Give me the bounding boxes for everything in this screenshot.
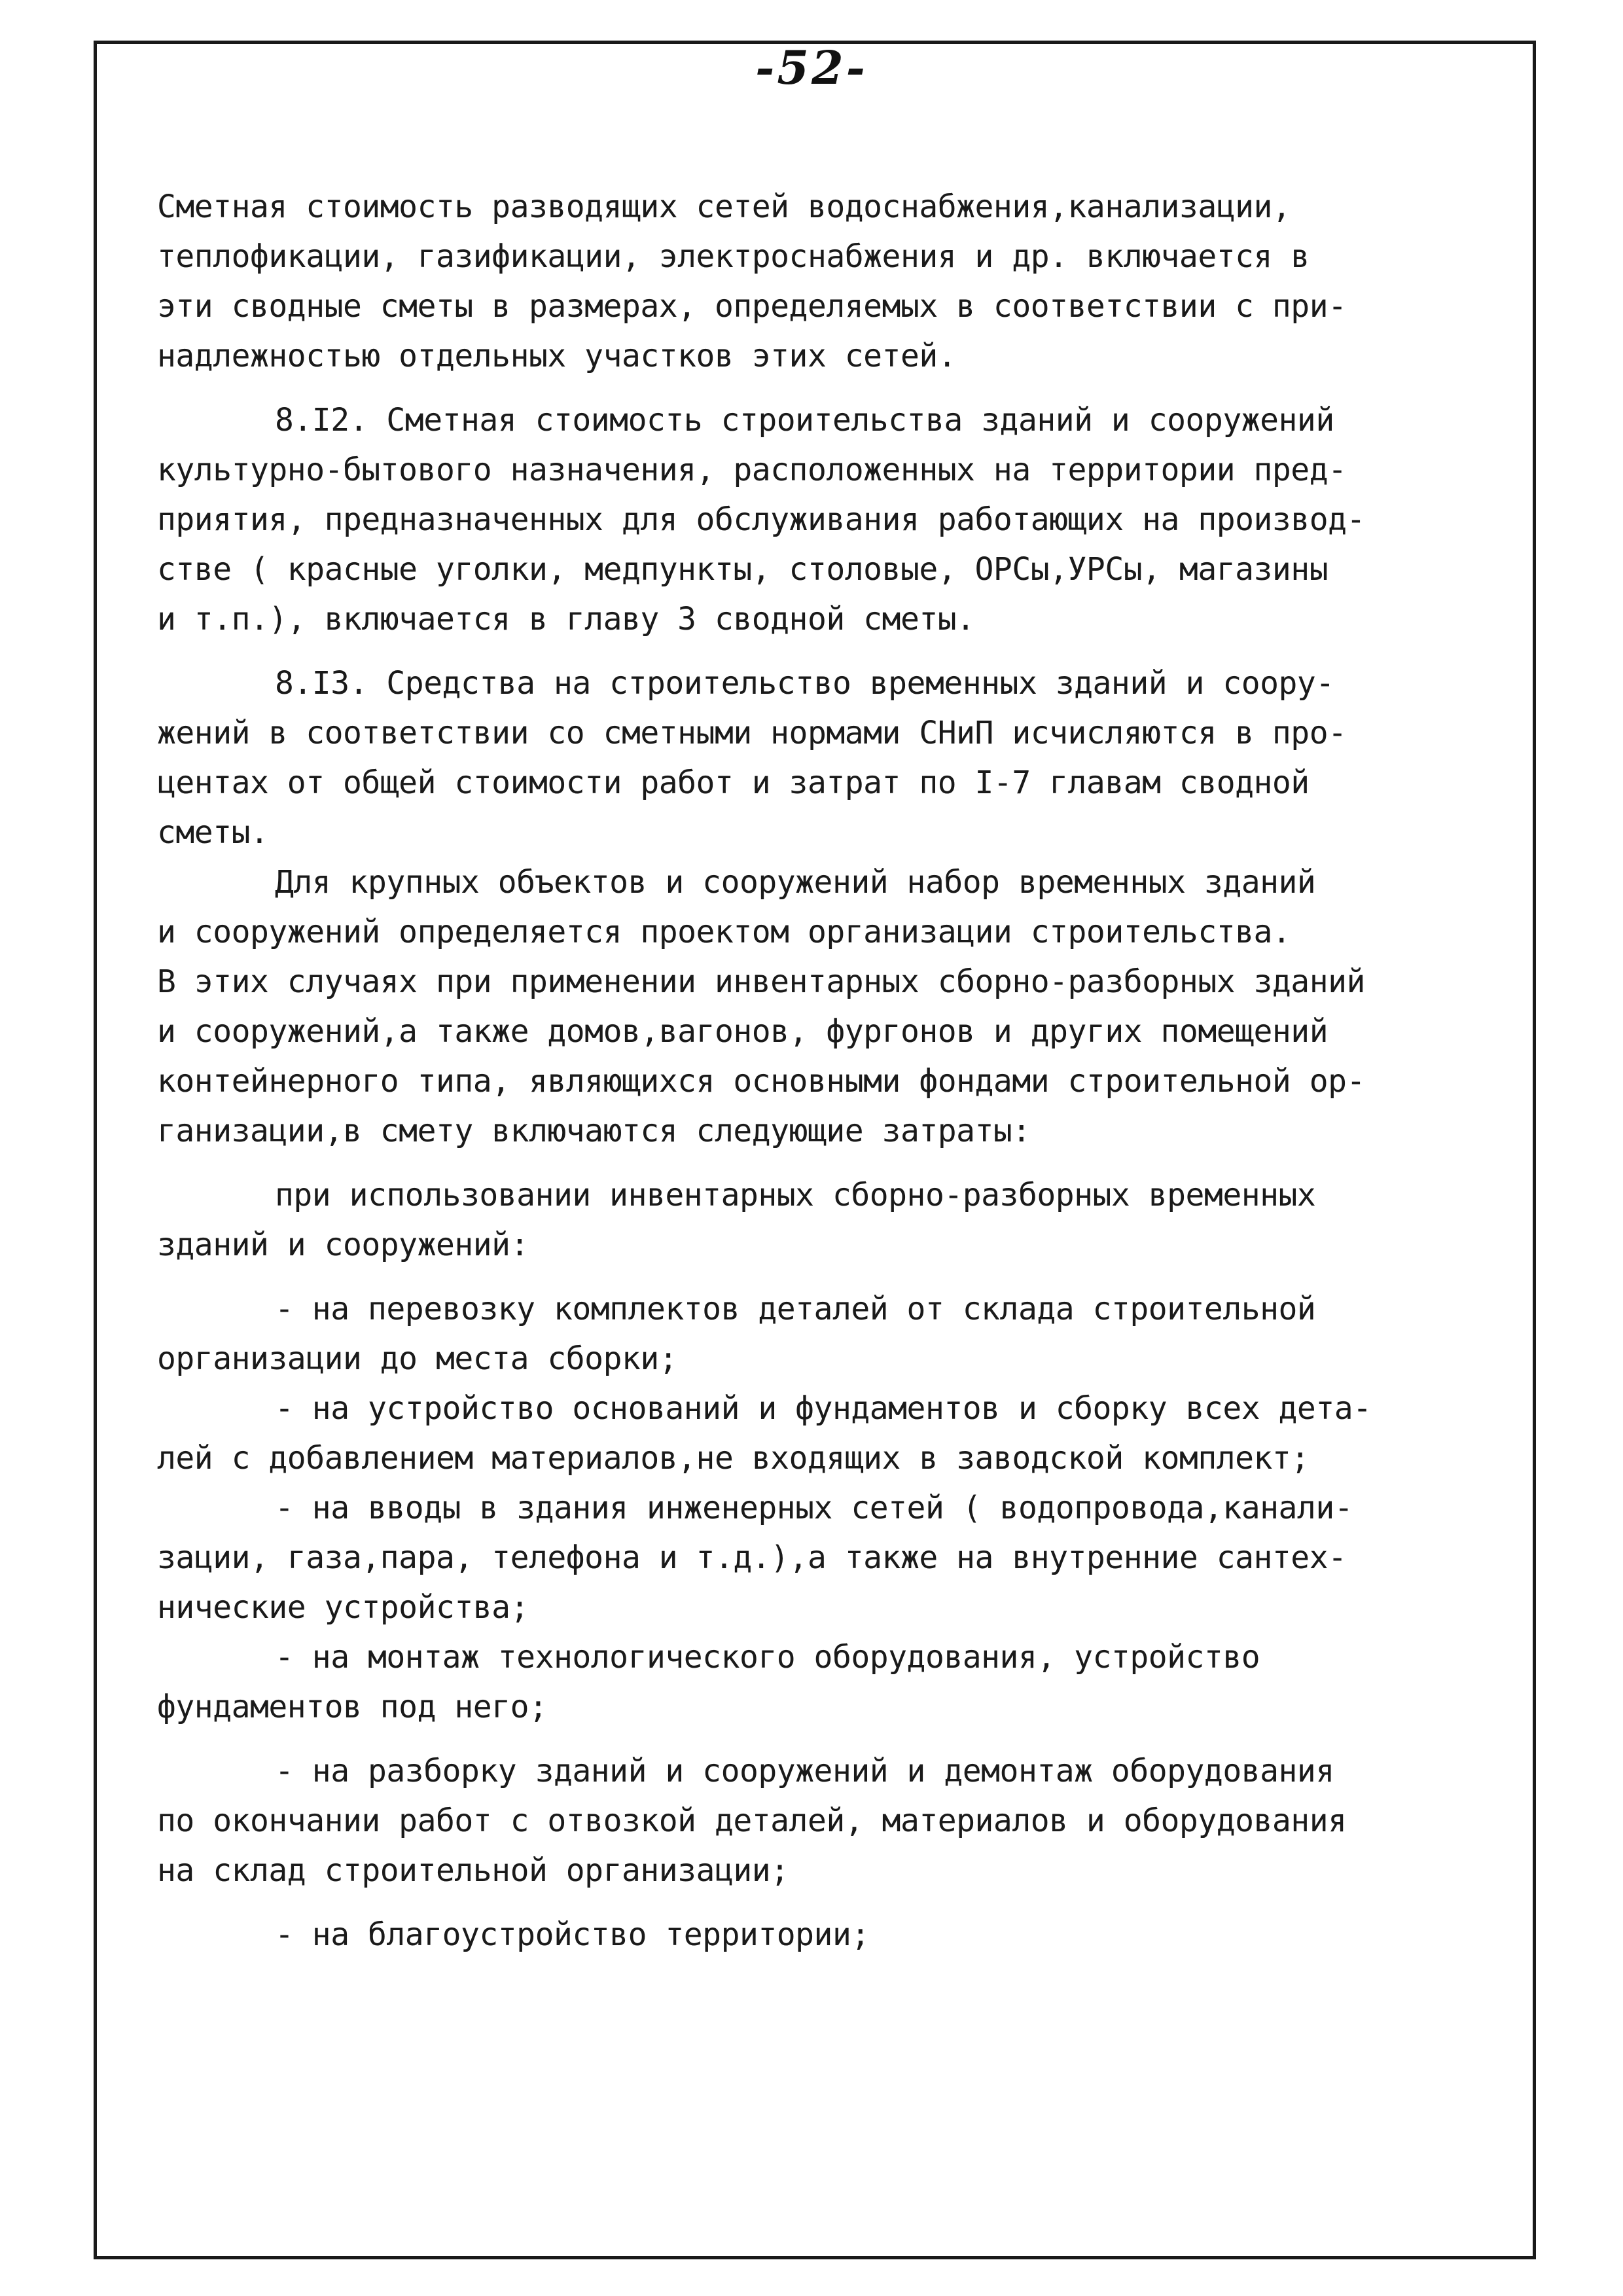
text-line: - на устройство оснований и фундаментов и сборку всех дета- — [275, 1390, 1372, 1427]
list-item-transport — [157, 1284, 1505, 1384]
text-line: эти сводные сметы в размерах, определяемых в соответствии с при- — [157, 288, 1347, 325]
text-line: ганизации,в смету включаются следующие затраты: — [157, 1113, 1031, 1149]
text-line: теплофикации, газификации, электроснабжения и др. включается в — [157, 238, 1310, 275]
text-line: - на разборку зданий и сооружений и демонтаж оборудования — [275, 1753, 1334, 1789]
text-line: 8.I2. Сметная стоимость строительства зданий и сооружений — [275, 402, 1334, 439]
text-line: В этих случаях при применении инвентарных сборно-разборных зданий — [157, 963, 1365, 1000]
text-line: и сооружений определяется проектом организации строительства. — [157, 914, 1291, 950]
text-line: приятия, предназначенных для обслуживания работающих на производ- — [157, 501, 1365, 538]
text-line: контейнерного типа, являющихся основными фондами строительной ор- — [157, 1063, 1365, 1100]
text-line: Сметная стоимость разводящих сетей водоснабжения,канализации, — [157, 188, 1291, 225]
list-item-dismantling — [157, 1746, 1505, 1895]
text-line: при использовании инвентарных сборно-разборных временных — [275, 1177, 1316, 1213]
text-line: Для крупных объектов и сооружений набор временных зданий — [275, 864, 1316, 901]
paragraph-8-12 — [157, 395, 1505, 644]
page-number: -52- — [755, 41, 868, 95]
text-line: - на вводы в здания инженерных сетей ( водопровода,канали- — [275, 1490, 1353, 1526]
text-line: - на монтаж технологического оборудования, устройство — [275, 1639, 1260, 1676]
paragraph-large-objects — [157, 857, 1505, 1156]
text-line: по окончании работ с отвозкой деталей, материалов и оборудования — [157, 1803, 1347, 1839]
text-line: организации до места сборки; — [157, 1340, 678, 1377]
text-line: надлежностью отдельных участков этих сетей. — [157, 338, 957, 374]
text-line: сметы. — [157, 814, 269, 851]
text-line: - на перевозку комплектов деталей от склада строительной — [275, 1291, 1316, 1327]
paragraph-sewer-networks — [157, 182, 1505, 381]
text-line: нические устройства; — [157, 1589, 529, 1626]
text-line: на склад строительной организации; — [157, 1852, 789, 1889]
text-line: жений в соответствии со сметными нормами СНиП исчисляются в про- — [157, 715, 1347, 751]
text-line: зации, газа,пара, телефона и т.д.),а также на внутренние сантех- — [157, 1539, 1347, 1576]
paragraph-inventory-usage — [157, 1170, 1505, 1270]
text-line: культурно-бытового назначения, расположенных на территории пред- — [157, 452, 1347, 488]
list-item-equipment — [157, 1632, 1505, 1732]
text-line: и т.п.), включается в главу 3 сводной сметы. — [157, 601, 975, 637]
text-line: зданий и сооружений: — [157, 1227, 529, 1263]
list-item-foundations — [157, 1384, 1505, 1483]
list-item-utilities — [157, 1483, 1505, 1632]
text-line: фундаментов под него; — [157, 1689, 548, 1725]
text-line: и сооружений,а также домов,вагонов, фургонов и других помещений — [157, 1013, 1329, 1050]
paragraph-8-13 — [157, 658, 1505, 857]
text-line: центах от общей стоимости работ и затрат по I-7 главам сводной — [157, 764, 1310, 801]
document-body — [157, 182, 1505, 1960]
list-item-landscaping — [157, 1910, 1505, 1960]
text-line: - на благоустройство территории; — [275, 1916, 870, 1953]
text-line: стве ( красные уголки, медпункты, столовые, ОРСы,УРСы, магазины — [157, 551, 1329, 588]
text-line: 8.I3. Средства на строительство временных зданий и соору- — [275, 665, 1334, 702]
text-line: лей с добавлением материалов,не входящих в заводской комплект; — [157, 1440, 1310, 1477]
